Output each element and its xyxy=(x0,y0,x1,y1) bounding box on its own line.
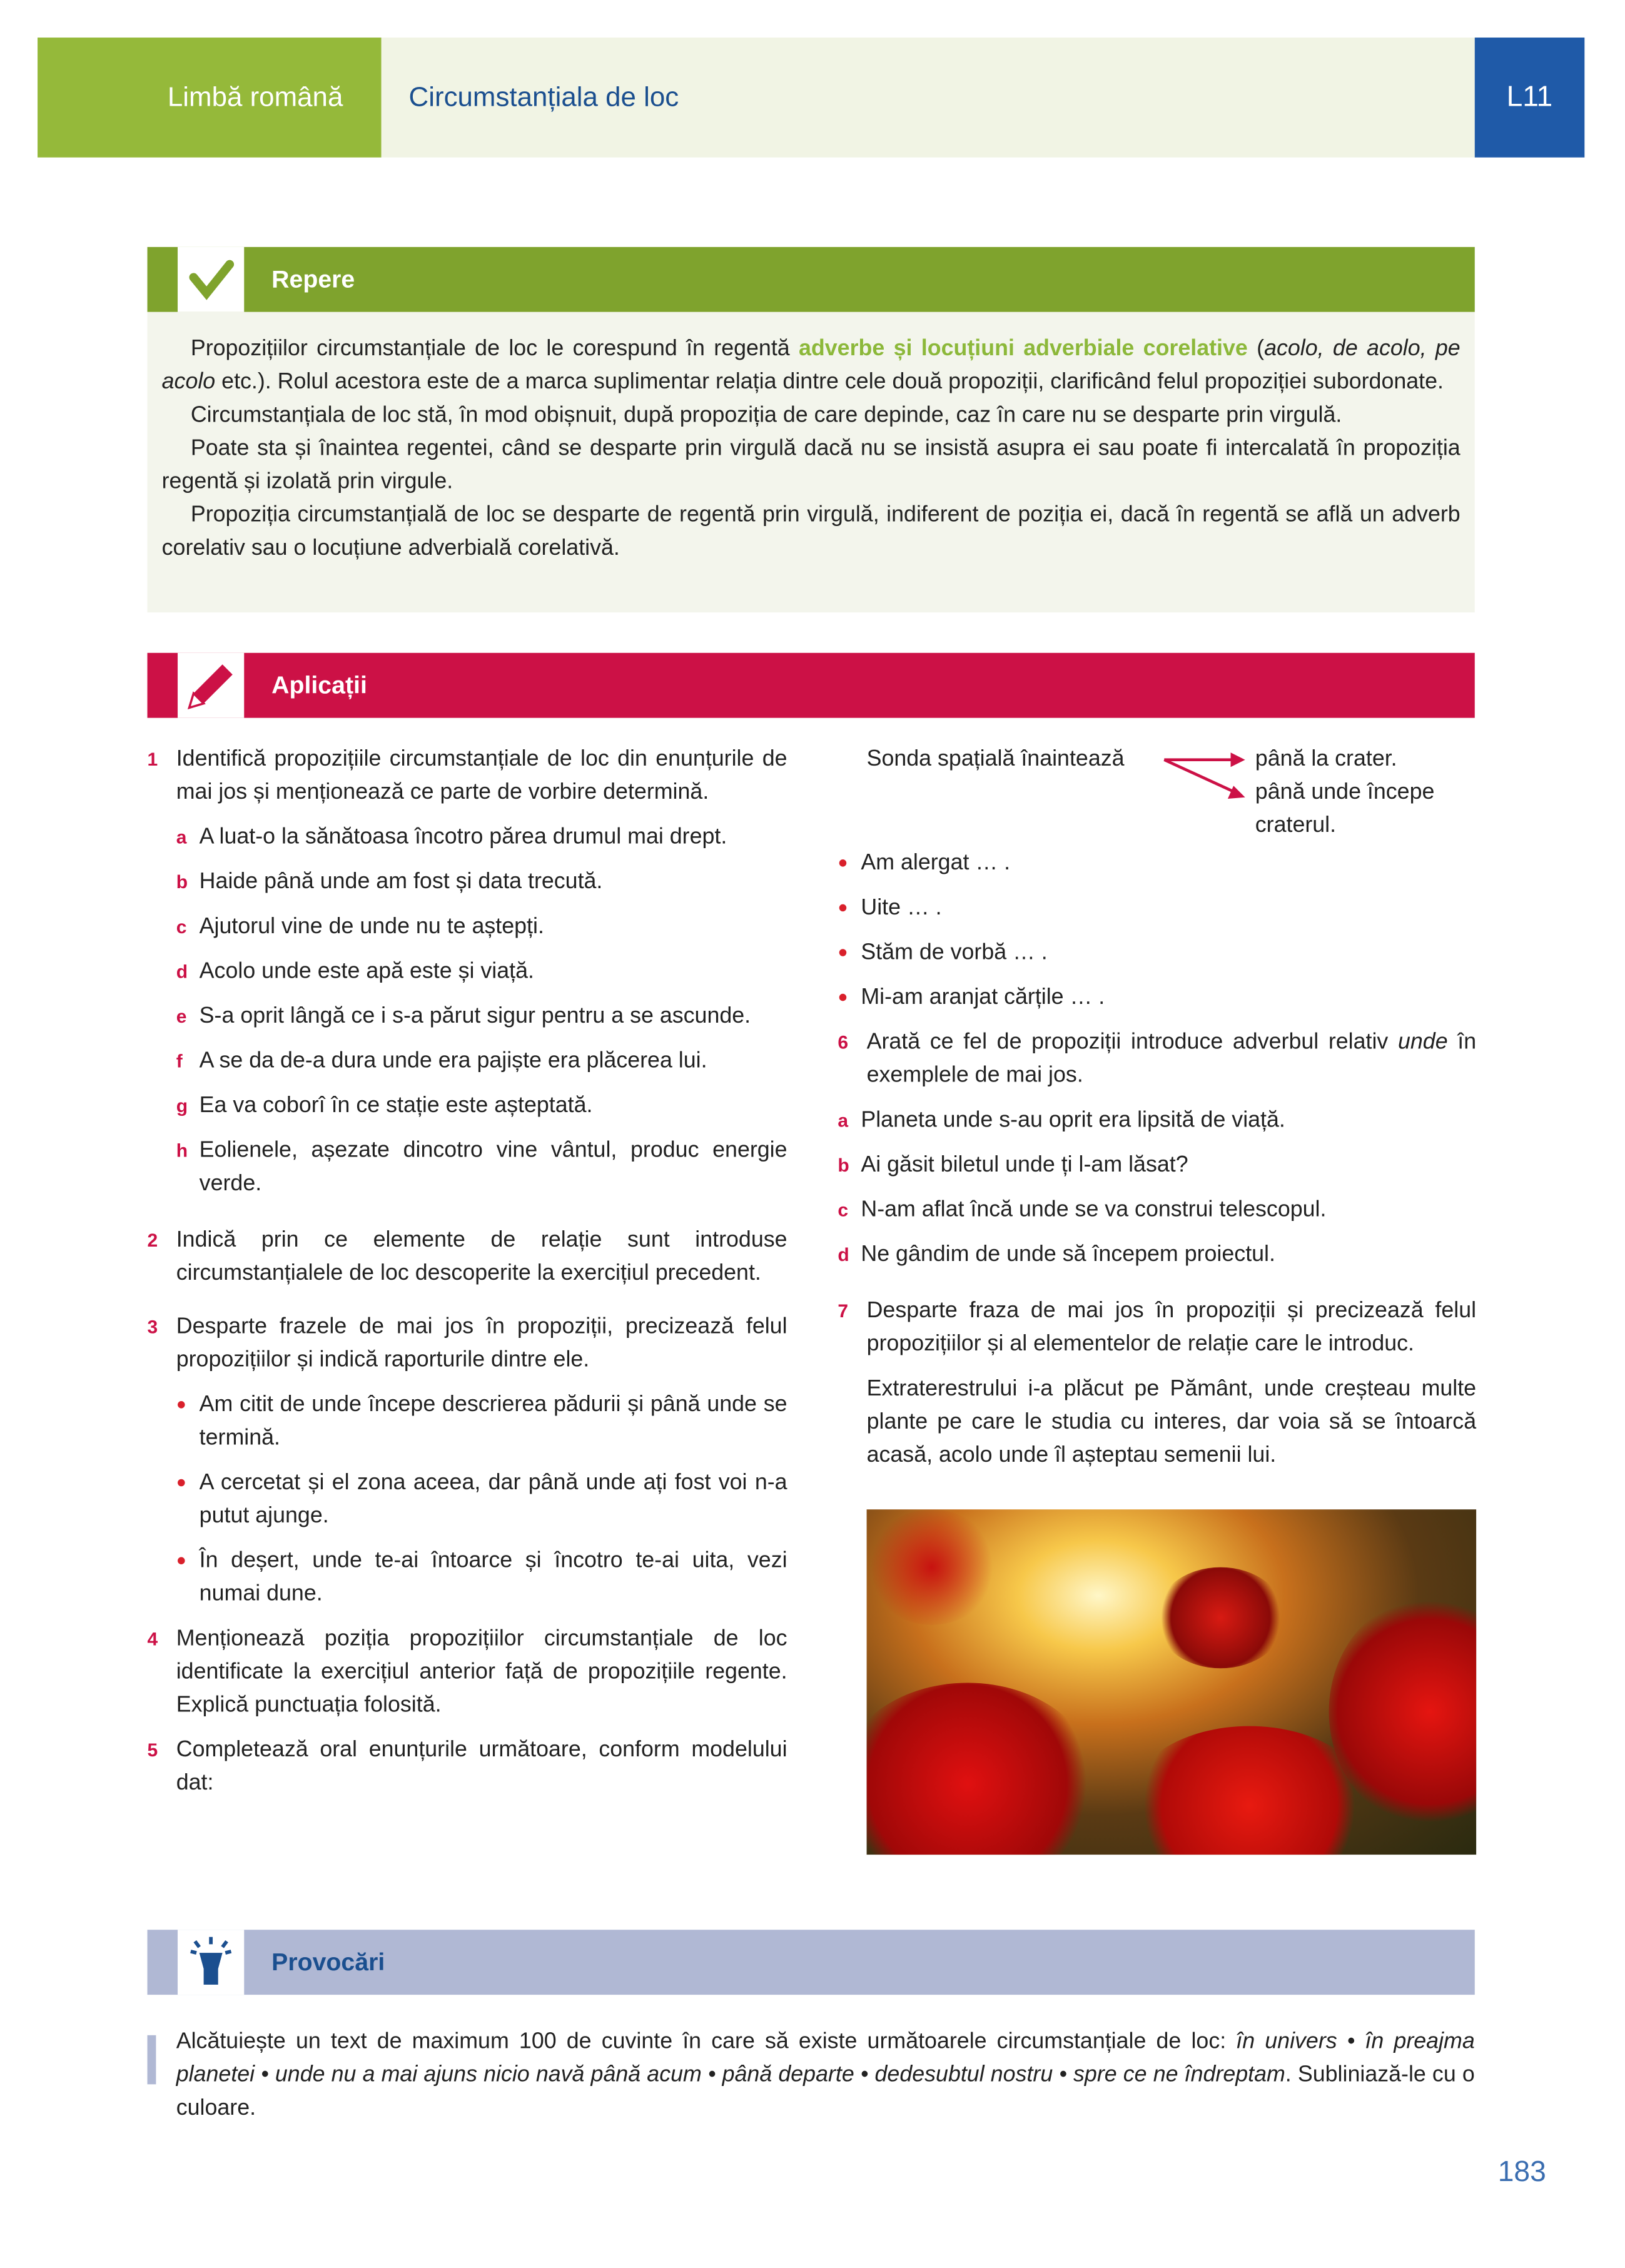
item-letter: c xyxy=(838,1198,849,1221)
repere-header xyxy=(148,247,1475,312)
list-item xyxy=(148,1466,787,1532)
model-left: Sonda spațială înaintează xyxy=(866,746,1125,772)
aplicatii-title: Aplicații xyxy=(271,671,367,699)
list-item xyxy=(838,891,1476,924)
list-item xyxy=(148,1134,787,1200)
list-item xyxy=(838,1193,1476,1226)
item-text: A se da de-a dura unde era pajiște era plăcerea lui. xyxy=(199,1048,707,1073)
item-text: Acolo unde este apă este și viață. xyxy=(199,959,534,984)
item-text: Ne gândim de unde să începem proiectul. xyxy=(861,1242,1275,1267)
list-item xyxy=(148,865,787,898)
lightbulb-icon xyxy=(178,1930,244,1995)
list-item xyxy=(148,1388,787,1454)
list-item xyxy=(838,936,1476,969)
exercise-7-quote: Extraterestrului i-a plăcut pe Pământ, unde creșteau multe plante pe care le studia cu interes, dar voia să se întoarcă acasă, acolo unde îl așteptau semenii lui. xyxy=(866,1376,1477,1468)
list-item xyxy=(838,1148,1476,1182)
lesson-title-bar xyxy=(382,38,1475,158)
arrows-icon xyxy=(1162,748,1251,800)
provocari-title: Provocări xyxy=(271,1948,385,1977)
geranium-photo xyxy=(867,1509,1477,1855)
item-letter: b xyxy=(838,1154,849,1176)
checkmark-icon xyxy=(178,247,244,312)
item-letter: e xyxy=(176,1005,187,1027)
repere-paragraph: Circumstanțiala de loc stă, în mod obișnuit, după propoziția de care depinde, caz în care nu se desparte prin virgulă. xyxy=(190,403,1342,428)
repere-paragraph: Poate sta și înaintea regentei, când se desparte prin virgulă dacă nu se insistă asupra ei sau poate fi intercalată în propoziția regentă și izolată prin virgule. xyxy=(161,436,1460,494)
exercise-7: 7 Desparte fraza de mai jos în propoziții și precizează felul propozițiilor și al elementelor de relație care le introduc. xyxy=(838,1299,1477,1357)
item-text: S-a oprit lângă ce i s-a părut sigur pentru a se ascunde. xyxy=(199,1003,751,1029)
list-item xyxy=(148,954,787,988)
item-text: Ajutorul vine de unde nu te aștepți. xyxy=(199,914,544,939)
exercise-1: 1 Identifică propozițiile circumstanțiale de loc din enunțurile de mai jos și menționează ce parte de vorbire determină. xyxy=(147,746,787,805)
list-item xyxy=(148,1089,787,1122)
list-item xyxy=(148,910,787,943)
bullet-icon xyxy=(839,949,847,956)
repere-body xyxy=(148,312,1475,612)
list-item xyxy=(148,821,787,854)
repere-title: Repere xyxy=(271,265,355,293)
exercise-6: 6 Arată ce fel de propoziții introduce adverbul relativ unde în exemplele de mai jos. xyxy=(838,1030,1477,1088)
list-item xyxy=(838,846,1476,879)
provocari-text: Alcătuiește un text de maximum 100 de cuvinte în care să existe următoarele circumstanțiale de loc: în univers • în preajma planetei • unde nu a mai ajuns nicio navă până acum • până departe • dedesubtul nostru • spre ce ne îndreptam. Subliniază-le cu o culoare. xyxy=(176,2029,1475,2121)
lesson-title: Circumstanțiala de loc xyxy=(408,83,679,114)
model-right-1: până la crater. xyxy=(1255,746,1397,772)
list-item xyxy=(838,981,1476,1014)
bullet-icon xyxy=(178,1479,185,1487)
list-item xyxy=(148,1000,787,1033)
left-column xyxy=(148,742,787,1811)
item-letter: a xyxy=(176,826,187,848)
pencil-icon xyxy=(178,653,244,718)
item-text: Mi-am aranjat cărțile … . xyxy=(861,985,1105,1010)
item-letter: h xyxy=(176,1140,188,1162)
bullet-icon xyxy=(178,1401,185,1409)
item-text: În deșert, unde te-ai întoarce și încotro te-ai uita, vezi numai dune. xyxy=(199,1548,787,1606)
item-text: Planeta unde s-au oprit era lipsită de viață. xyxy=(861,1108,1285,1133)
bullet-icon xyxy=(839,904,847,912)
item-text: Ai găsit biletul unde ți l-am lăsat? xyxy=(861,1152,1188,1178)
bullet-icon xyxy=(178,1557,185,1564)
item-text: Haide până unde am fost și data trecută. xyxy=(199,869,603,894)
list-item xyxy=(148,1544,787,1611)
model-right-2: până unde începe craterul. xyxy=(1255,780,1435,838)
item-letter: f xyxy=(176,1050,183,1072)
provocari-header xyxy=(148,1930,1475,1995)
repere-paragraph: Propoziția circumstanțială de loc se desparte de regentă prin virgulă, indiferent de poziția ei, dacă în regentă se află un adverb corelativ sau o locuțiune adverbială corelativă. xyxy=(161,502,1460,561)
aplicatii-header xyxy=(148,653,1475,718)
item-text: Uite … . xyxy=(861,895,942,921)
exercise-4: 4 Menționează poziția propozițiilor circumstanțiale de loc identificate la exercițiul anterior față de propozițiile regente. Explică punctuația folosită. xyxy=(147,1626,787,1718)
bullet-icon xyxy=(839,859,847,867)
item-letter: b xyxy=(176,871,188,893)
item-text: Stăm de vorbă … . xyxy=(861,940,1048,965)
item-letter: a xyxy=(838,1109,849,1131)
item-text: Eolienele, așezate dincotro vine vântul, produc energie verde. xyxy=(199,1138,787,1197)
item-text: A cercetat și el zona aceea, dar până unde ați fost voi n-a putut ajunge. xyxy=(199,1470,787,1529)
exercise-3: 3 Desparte frazele de mai jos în propoziții, precizează felul propozițiilor și indică raporturile dintre ele. xyxy=(147,1314,787,1372)
right-column xyxy=(838,742,1476,1484)
provocari-side-bar xyxy=(148,2035,156,2085)
model-diagram xyxy=(838,742,1476,844)
exercise-5: 5 Completează oral enunțurile următoare, conform modelului dat: xyxy=(147,1738,787,1796)
item-letter: g xyxy=(176,1095,188,1117)
list-item xyxy=(838,1103,1476,1137)
repere-paragraph: Propozițiilor circumstanțiale de loc le corespund în regentă adverbe și locuțiuni adverbiale corelative (acolo, de acolo, pe acolo etc.). Rolul acestora este de a marca suplimentar relația dintre cele două propoziții, clarificând felul propoziției subordonate. xyxy=(161,337,1460,395)
lesson-code: L11 xyxy=(1506,81,1553,114)
item-letter: d xyxy=(176,960,188,983)
item-text: A luat-o la sănătoasa încotro părea drumul mai drept. xyxy=(199,824,727,849)
item-letter: d xyxy=(838,1243,849,1265)
exercise-2: 2 Indică prin ce elemente de relație sunt introduse circumstanțialele de loc descoperite la exercițiul precedent. xyxy=(147,1227,787,1286)
subject-tab xyxy=(38,38,382,158)
page-number: 183 xyxy=(1497,2156,1546,2189)
item-text: Am citit de unde începe descrierea pădurii și până unde se termină. xyxy=(199,1392,787,1450)
item-letter: c xyxy=(176,916,187,938)
bullet-icon xyxy=(839,994,847,1001)
item-text: Ea va coborî în ce stație este așteptată. xyxy=(199,1093,593,1118)
item-text: Am alergat … . xyxy=(861,851,1011,876)
lesson-code-tab xyxy=(1475,38,1585,158)
list-item xyxy=(838,1238,1476,1271)
subject-label: Limbă română xyxy=(167,83,343,114)
item-text: N-am aflat încă unde se va construi telescopul. xyxy=(861,1197,1327,1222)
list-item xyxy=(148,1045,787,1078)
